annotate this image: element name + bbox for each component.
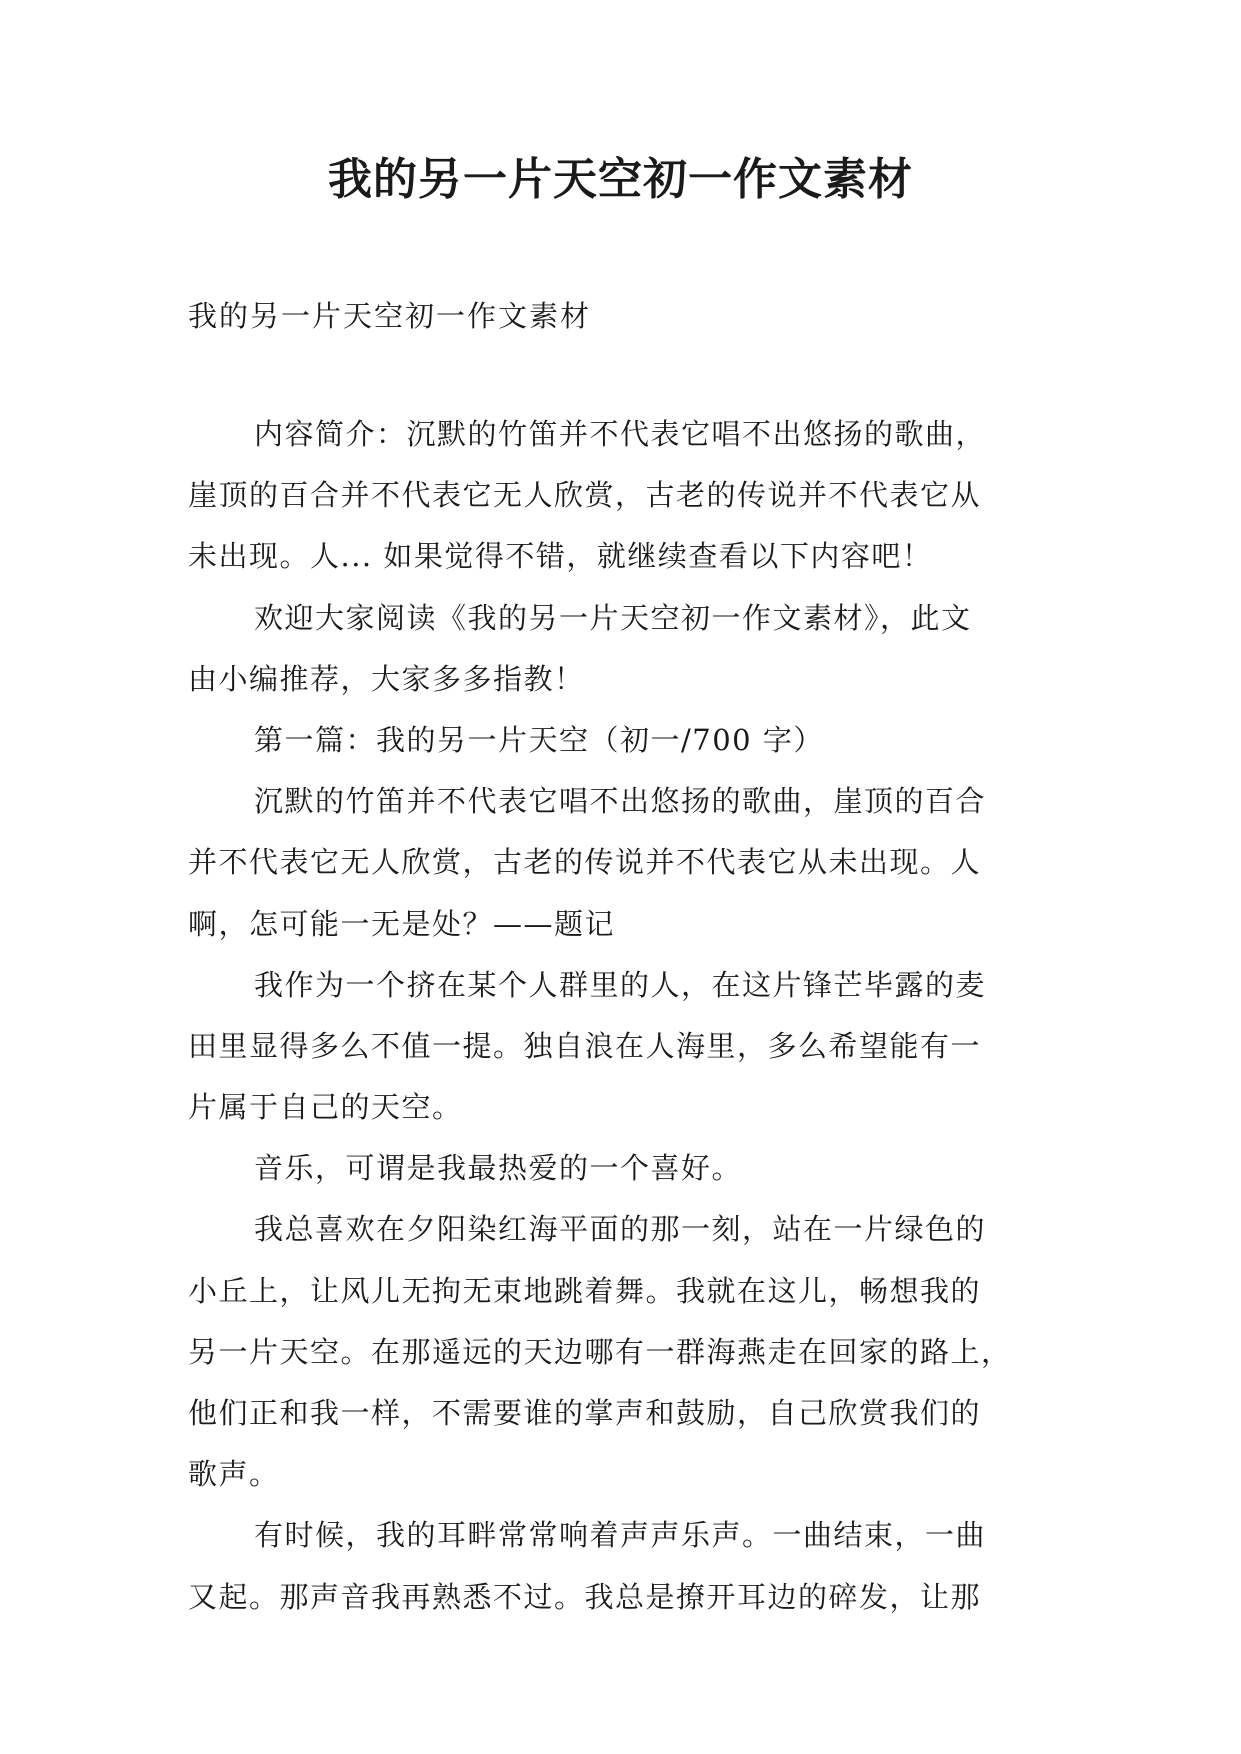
text-line: 啊，怎可能一无是处？——题记 <box>188 906 616 941</box>
text-line: 有时候，我的耳畔常常响着声声乐声。一曲结束，一曲 <box>254 1518 987 1553</box>
text-line: 并不代表它无人欣赏，古老的传说并不代表它从未出现。人 <box>188 845 982 880</box>
text-line: 内容简介：沉默的竹笛并不代表它唱不出悠扬的歌曲， <box>254 417 987 451</box>
text-line: 片属于自己的天空。 <box>188 1090 463 1125</box>
text-line: 田里显得多么不值一提。独自浪在人海里，多么希望能有一 <box>188 1028 982 1063</box>
document-title: 我的另一片天空初一作文素材 <box>328 154 913 205</box>
text-line: 小丘上，让风儿无拘无束地跳着舞。我就在这儿，畅想我的 <box>188 1273 982 1308</box>
text-line: 他们正和我一样，不需要谁的掌声和鼓励，自己欣赏我们的 <box>188 1396 982 1430</box>
document-body <box>188 404 1068 1628</box>
text-line: 另一片天空。在那遥远的天边哪有一群海燕走在回家的路上， <box>188 1334 1012 1369</box>
text-line: 我作为一个挤在某个人群里的人，在这片锋芒毕露的麦 <box>254 967 987 1002</box>
text-line: 音乐，可谓是我最热爱的一个喜好。 <box>254 1151 743 1186</box>
document-subtitle: 我的另一片天空初一作文素材 <box>188 299 592 333</box>
text-line: 由小编推荐，大家多多指教！ <box>188 661 585 696</box>
text-line: 崖顶的百合并不代表它无人欣赏，古老的传说并不代表它从 <box>188 478 982 513</box>
text-line: 又起。那声音我再熟悉不过。我总是撩开耳边的碎发，让那 <box>188 1579 982 1614</box>
text-line: 我总喜欢在夕阳染红海平面的那一刻，站在一片绿色的 <box>254 1212 987 1247</box>
text-line: 欢迎大家阅读《我的另一片天空初一作文素材》，此文 <box>254 600 972 635</box>
text-line: 第一篇：我的另一片天空（初一/700 字） <box>254 722 824 757</box>
text-line: 未出现。人... 如果觉得不错，就继续查看以下内容吧！ <box>188 539 933 574</box>
text-line: 沉默的竹笛并不代表它唱不出悠扬的歌曲，崖顶的百合 <box>254 784 987 819</box>
text-line: 歌声。 <box>188 1457 280 1492</box>
